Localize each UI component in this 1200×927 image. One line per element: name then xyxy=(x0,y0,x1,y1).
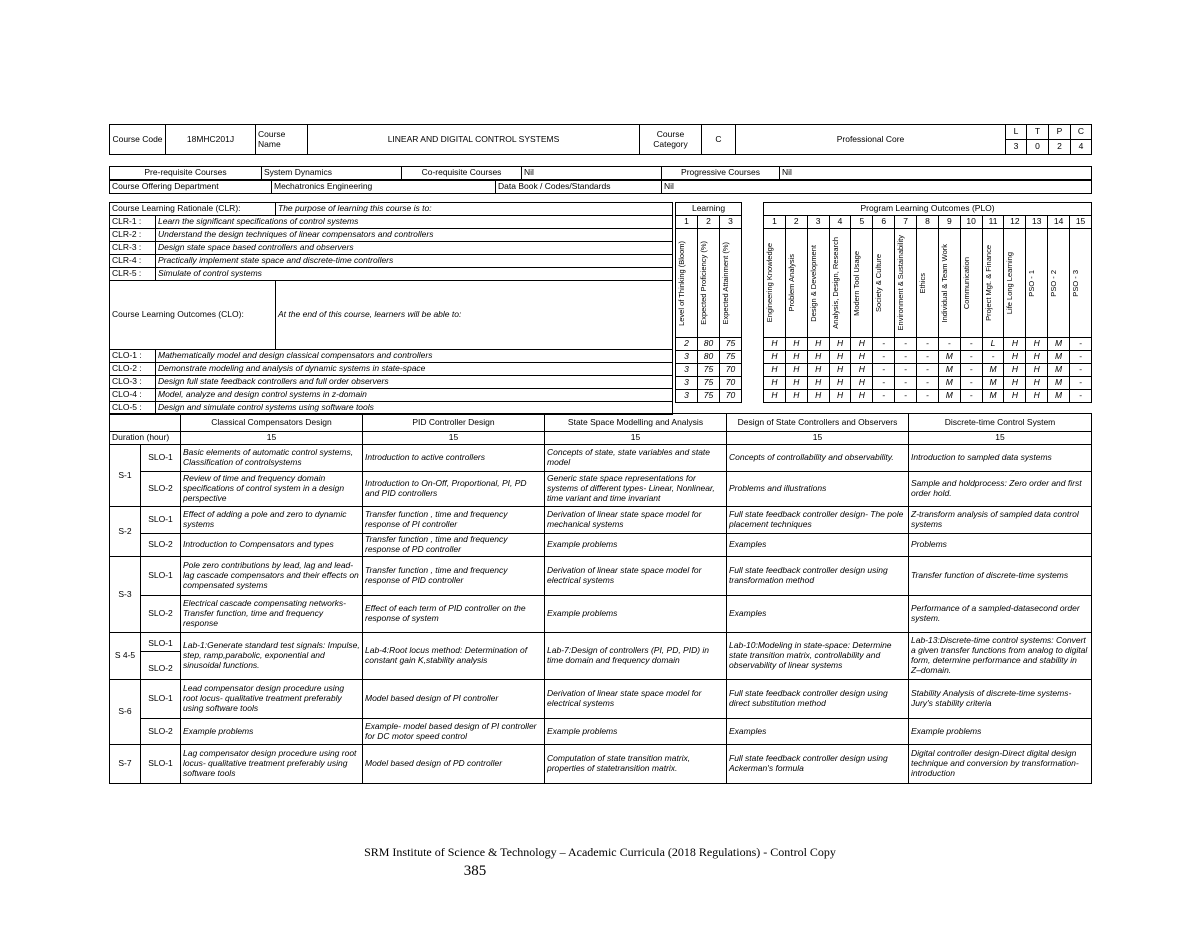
session-number: S-7 xyxy=(110,745,141,784)
plo-heading-text: Environment & Sustainability xyxy=(896,235,906,331)
slo-label: SLO-2 xyxy=(141,596,181,633)
unit-title: PID Controller Design xyxy=(363,414,545,432)
course-code-label: Course Code xyxy=(110,125,166,155)
plo-value: H xyxy=(1004,338,1026,351)
slo-pair xyxy=(141,633,181,680)
learning-value: 75 xyxy=(698,377,720,390)
plo-heading-text: PSO - 1 xyxy=(1027,269,1037,297)
session-topic: Full state feedback controller design using transformation method xyxy=(727,557,909,596)
session-topic: Effect of each term of PID controller on the response of system xyxy=(363,596,545,633)
plo-heading-text: Life Long Learning xyxy=(1005,251,1015,315)
session-topic: Introduction to On-Off, Proportional, PI, PD and PID controllers xyxy=(363,472,545,507)
slo-label: SLO-1 xyxy=(141,639,180,652)
progressive-value: Nil xyxy=(780,167,1092,180)
plo-value: H xyxy=(764,390,786,403)
duration-value: 15 xyxy=(181,432,363,445)
plo-value: M xyxy=(1048,390,1070,403)
plo-number: 1 xyxy=(764,216,786,229)
learning-value: 3 xyxy=(676,364,698,377)
session-topic: Concepts of state, state variables and state model xyxy=(545,445,727,472)
plo-heading xyxy=(1004,229,1026,338)
clr-text: Understand the design techniques of linear compensators and controllers xyxy=(156,229,673,242)
plo-value: H xyxy=(764,377,786,390)
clr-table xyxy=(109,202,673,415)
plo-number: 15 xyxy=(1070,216,1092,229)
plo-value: - xyxy=(960,377,982,390)
plo-heading-text: Analysis, Design, Research xyxy=(830,237,840,329)
learning-value: 75 xyxy=(698,390,720,403)
plo-number: 2 xyxy=(785,216,807,229)
plo-heading xyxy=(1070,229,1092,338)
databook-value: Nil xyxy=(662,181,1092,194)
session-topic: Computation of state transition matrix, properties of statetransition matrix. xyxy=(545,745,727,784)
prereq-value: System Dynamics xyxy=(262,167,402,180)
session-topic: Performance of a sampled-datasecond order system. xyxy=(909,596,1092,633)
clo-text: Design and simulate control systems using software tools xyxy=(156,402,673,415)
plo-value: H xyxy=(785,351,807,364)
session-number: S-2 xyxy=(110,507,141,557)
plo-value: H xyxy=(807,338,829,351)
plo-heading-text: PSO - 3 xyxy=(1071,269,1081,297)
plo-value: - xyxy=(895,338,917,351)
clr-text: Design state space based controllers and observers xyxy=(156,242,673,255)
session-topic: Examples xyxy=(727,596,909,633)
plo-heading xyxy=(873,229,895,338)
session-topic: Model based design of PI controller xyxy=(363,680,545,719)
plo-value: - xyxy=(895,364,917,377)
learning-heading xyxy=(720,229,742,338)
course-category: C xyxy=(702,125,736,155)
plo-value: - xyxy=(1070,338,1092,351)
plo-value: - xyxy=(960,390,982,403)
learning-value: 75 xyxy=(720,351,742,364)
plo-value: H xyxy=(1026,351,1048,364)
plo-value: H xyxy=(829,364,851,377)
plo-value: - xyxy=(917,377,939,390)
plo-heading xyxy=(917,229,939,338)
department-value: Mechatronics Engineering xyxy=(272,181,496,194)
plo-value: H xyxy=(785,377,807,390)
session-corner xyxy=(110,414,181,432)
plo-value: H xyxy=(851,351,873,364)
course-code: 18MHC201J xyxy=(166,125,256,155)
department-table xyxy=(109,180,1092,194)
plo-value: - xyxy=(873,377,895,390)
ltpc-label: P xyxy=(1049,125,1071,140)
plo-heading xyxy=(960,229,982,338)
plo-value: - xyxy=(917,351,939,364)
course-name: LINEAR AND DIGITAL CONTROL SYSTEMS xyxy=(308,125,640,155)
plo-value: - xyxy=(960,364,982,377)
plo-value: - xyxy=(873,351,895,364)
clr-id: CLR-5 : xyxy=(110,268,156,281)
unit-title: Design of State Controllers and Observers xyxy=(727,414,909,432)
plo-heading-text: PSO - 2 xyxy=(1049,269,1059,297)
duration-value: 15 xyxy=(363,432,545,445)
learning-value: 70 xyxy=(720,377,742,390)
plo-heading xyxy=(938,229,960,338)
learning-value: 2 xyxy=(676,338,698,351)
clo-text: Model, analyze and design control systems in z-domain xyxy=(156,389,673,402)
plo-value: H xyxy=(1004,390,1026,403)
clr-id: CLR-3 : xyxy=(110,242,156,255)
ltpc-label: L xyxy=(1006,125,1027,140)
session-topic: Example problems xyxy=(181,719,363,745)
session-topic: Transfer function of discrete-time systems xyxy=(909,557,1092,596)
ltpc-value: 0 xyxy=(1027,140,1049,155)
plo-number: 9 xyxy=(938,216,960,229)
plo-value: H xyxy=(1004,364,1026,377)
session-topic: Transfer function , time and frequency response of PID controller xyxy=(363,557,545,596)
learning-value: 75 xyxy=(720,338,742,351)
plo-heading-text: Society & Culture xyxy=(874,254,884,312)
plo-value: M xyxy=(982,377,1004,390)
slo-label: SLO-2 xyxy=(141,534,181,557)
learning-value: 70 xyxy=(720,390,742,403)
course-header-table xyxy=(109,124,1092,155)
duration-value: 15 xyxy=(909,432,1092,445)
session-topic: Model based design of PD controller xyxy=(363,745,545,784)
plo-value: - xyxy=(895,390,917,403)
learning-value: 70 xyxy=(720,364,742,377)
duration-value: 15 xyxy=(727,432,909,445)
session-number: S 4-5 xyxy=(110,633,141,680)
session-topic: Lead compensator design procedure using root locus- qualitative treatment preferably using software tools xyxy=(181,680,363,719)
session-topic: Examples xyxy=(727,719,909,745)
unit-title: Discrete-time Control System xyxy=(909,414,1092,432)
plo-value: M xyxy=(938,351,960,364)
session-topic: Full state feedback controller design using direct substitution method xyxy=(727,680,909,719)
session-topic: Introduction to sampled data systems xyxy=(909,445,1092,472)
session-topic: Lab-4:Root locus method: Determination of constant gain K,stability analysis xyxy=(363,633,545,680)
plo-title: Program Learning Outcomes (PLO) xyxy=(764,203,1092,216)
learning-number: 3 xyxy=(720,216,742,229)
ltpc-label: C xyxy=(1071,125,1092,140)
clo-label: Course Learning Outcomes (CLO): xyxy=(110,281,276,350)
session-number: S-6 xyxy=(110,680,141,745)
clo-id: CLO-2 : xyxy=(110,363,156,376)
plo-heading xyxy=(851,229,873,338)
session-topic: Lag compensator design procedure using root locus- qualitative treatment preferably using software tools xyxy=(181,745,363,784)
slo-label: SLO-1 xyxy=(141,445,181,472)
session-topic: Transfer function , time and frequency response of PI controller xyxy=(363,507,545,534)
plo-value: M xyxy=(982,364,1004,377)
plo-value: H xyxy=(829,351,851,364)
learning-heading xyxy=(676,229,698,338)
ltpc-label: T xyxy=(1027,125,1049,140)
learning-value: 80 xyxy=(698,338,720,351)
learning-heading-text: Expected Proficiency (%) xyxy=(699,241,708,325)
session-topic: Effect of adding a pole and zero to dynamic systems xyxy=(181,507,363,534)
plo-heading-text: Communication xyxy=(961,256,971,310)
plo-value: M xyxy=(1048,377,1070,390)
plo-number: 10 xyxy=(960,216,982,229)
clo-id: CLO-4 : xyxy=(110,389,156,402)
plo-number: 6 xyxy=(873,216,895,229)
plo-value: H xyxy=(1026,390,1048,403)
plo-value: - xyxy=(1070,390,1092,403)
plo-value: - xyxy=(873,338,895,351)
session-topic: Digital controller design-Direct digital design technique and conversion by transformation-introduction xyxy=(909,745,1092,784)
plo-number: 5 xyxy=(851,216,873,229)
session-topic: Review of time and frequency domain specifications of control system in a design perspective xyxy=(181,472,363,507)
plo-heading xyxy=(785,229,807,338)
learning-value: 3 xyxy=(676,390,698,403)
plo-value: H xyxy=(764,351,786,364)
plo-value: H xyxy=(851,364,873,377)
duration-value: 15 xyxy=(545,432,727,445)
session-topic: Problems and illustrations xyxy=(727,472,909,507)
plo-value: - xyxy=(960,338,982,351)
plo-heading-text: Individual & Team Work xyxy=(939,243,949,323)
plo-number: 13 xyxy=(1026,216,1048,229)
databook-label: Data Book / Codes/Standards xyxy=(496,181,662,194)
session-topic: Generic state space representations for systems of different types- Linear, Nonlinear, time variant and time invariant xyxy=(545,472,727,507)
plo-value: H xyxy=(785,364,807,377)
slo-label: SLO-2 xyxy=(148,662,173,673)
session-topic: Basic elements of automatic control systems, Classification of controlsystems xyxy=(181,445,363,472)
ltpc-value: 4 xyxy=(1071,140,1092,155)
clo-purpose: At the end of this course, learners will be able to: xyxy=(276,281,673,350)
learning-heading-text: Expected Attainment (%) xyxy=(721,241,730,325)
plo-value: H xyxy=(807,364,829,377)
session-topic: Derivation of linear state space model for mechanical systems xyxy=(545,507,727,534)
plo-value: M xyxy=(938,364,960,377)
plo-number: 11 xyxy=(982,216,1004,229)
plo-value: M xyxy=(982,390,1004,403)
plo-value: H xyxy=(1026,338,1048,351)
slo-label: SLO-1 xyxy=(141,680,181,719)
learning-number: 1 xyxy=(676,216,698,229)
plo-heading-text: Ethics xyxy=(918,272,928,294)
session-number: S-3 xyxy=(110,557,141,633)
clr-text: Learn the significant specifications of control systems xyxy=(156,216,673,229)
slo-label: SLO-1 xyxy=(141,507,181,534)
slo-label: SLO-1 xyxy=(141,745,181,784)
learning-heading-text: Level of Thinking (Bloom) xyxy=(677,240,686,326)
plo-value: H xyxy=(1026,377,1048,390)
clo-id: CLO-5 : xyxy=(110,402,156,415)
plo-heading-text: Engineering Knowledge xyxy=(765,243,774,323)
progressive-label: Progressive Courses xyxy=(662,167,780,180)
clo-text: Design full state feedback controllers and full order observers xyxy=(156,376,673,389)
plo-value: H xyxy=(829,390,851,403)
prereq-label: Pre-requisite Courses xyxy=(110,167,262,180)
session-topic: Transfer function , time and frequency response of PD controller xyxy=(363,534,545,557)
clo-id: CLO-3 : xyxy=(110,376,156,389)
learning-value: 3 xyxy=(676,377,698,390)
plo-value: H xyxy=(851,338,873,351)
plo-value: H xyxy=(829,377,851,390)
plo-heading xyxy=(1026,229,1048,338)
plo-number: 8 xyxy=(917,216,939,229)
plo-value: H xyxy=(764,364,786,377)
plo-value: H xyxy=(785,390,807,403)
unit-title: State Space Modelling and Analysis xyxy=(545,414,727,432)
course-name-label: Course Name xyxy=(256,125,308,155)
course-category-label: Course Category xyxy=(640,125,702,155)
plo-value: H xyxy=(807,351,829,364)
session-topic: Introduction to Compensators and types xyxy=(181,534,363,557)
plo-heading xyxy=(829,229,851,338)
plo-value: - xyxy=(917,338,939,351)
slo-label: SLO-2 xyxy=(141,472,181,507)
clr-text: Practically implement state space and discrete-time controllers xyxy=(156,255,673,268)
plo-value: H xyxy=(785,338,807,351)
department-label: Course Offering Department xyxy=(110,181,272,194)
plo-value: H xyxy=(1004,351,1026,364)
plo-value: - xyxy=(873,390,895,403)
plo-number: 3 xyxy=(807,216,829,229)
plo-table xyxy=(763,202,1092,403)
plo-heading-text: Modern Tool Usage xyxy=(852,250,862,316)
session-topic: Example problems xyxy=(545,596,727,633)
plo-value: M xyxy=(1048,351,1070,364)
plo-value: M xyxy=(938,377,960,390)
plo-number: 4 xyxy=(829,216,851,229)
session-topic: Lab-13:Discrete-time control systems: Convert a given transfer functions from analog to digital form, determine performance and stability in Z–domain. xyxy=(909,633,1092,680)
session-topic: Sample and holdprocess: Zero order and first order hold. xyxy=(909,472,1092,507)
session-topic: Pole zero contributions by lead, lag and lead-lag cascade compensators and their effects on compensated systems xyxy=(181,557,363,596)
plo-value: H xyxy=(807,390,829,403)
session-topic: Derivation of linear state space model for electrical systems xyxy=(545,557,727,596)
clo-text: Demonstrate modeling and analysis of dynamic systems in state-space xyxy=(156,363,673,376)
coreq-label: Co-requisite Courses xyxy=(402,167,522,180)
session-topic: Example problems xyxy=(545,534,727,557)
unit-title: Classical Compensators Design xyxy=(181,414,363,432)
session-topic: Lab-10:Modeling in state-space: Determine state transition matrix, controllability and observability of linear systems xyxy=(727,633,909,680)
plo-value: - xyxy=(1070,364,1092,377)
session-topic: Full state feedback controller design- The pole placement techniques xyxy=(727,507,909,534)
plo-heading xyxy=(807,229,829,338)
plo-heading xyxy=(1048,229,1070,338)
page-number: 385 xyxy=(463,863,487,879)
plo-heading-text: Design & Development xyxy=(808,244,818,322)
learning-value: 3 xyxy=(676,351,698,364)
learning-table xyxy=(675,202,742,403)
session-topic: Z-transform analysis of sampled data control systems xyxy=(909,507,1092,534)
session-topic: Stability Analysis of discrete-time systems- Jury's stability criteria xyxy=(909,680,1092,719)
plo-value: M xyxy=(1048,364,1070,377)
course-type: Professional Core xyxy=(736,125,1006,155)
plo-value: - xyxy=(1070,377,1092,390)
session-topic: Full state feedback controller design using Ackerman's formula xyxy=(727,745,909,784)
session-topic: Introduction to active controllers xyxy=(363,445,545,472)
plo-value: H xyxy=(764,338,786,351)
plo-value: - xyxy=(1070,351,1092,364)
clr-text: Simulate of control systems xyxy=(156,268,673,281)
learning-value: 80 xyxy=(698,351,720,364)
plo-value: M xyxy=(1048,338,1070,351)
duration-label: Duration (hour) xyxy=(110,432,181,445)
session-topic: Concepts of controllability and observability. xyxy=(727,445,909,472)
plo-number: 12 xyxy=(1004,216,1026,229)
slo-label: SLO-1 xyxy=(141,557,181,596)
plo-value: - xyxy=(895,377,917,390)
plo-value: H xyxy=(1026,364,1048,377)
plo-number: 14 xyxy=(1048,216,1070,229)
plo-value: H xyxy=(1004,377,1026,390)
plo-value: - xyxy=(917,364,939,377)
session-topic: Lab-1:Generate standard test signals: Impulse, step, ramp,parabolic, exponential and sinusoidal functions. xyxy=(181,633,363,680)
plo-value: H xyxy=(851,390,873,403)
plo-value: M xyxy=(938,390,960,403)
session-topic: Derivation of linear state space model for electrical systems xyxy=(545,680,727,719)
clo-text: Mathematically model and design classical compensators and controllers xyxy=(156,350,673,363)
plo-heading-text: Problem Analysis xyxy=(786,254,796,312)
learning-value: 75 xyxy=(698,364,720,377)
clr-purpose: The purpose of learning this course is to: xyxy=(276,203,673,216)
plo-value: H xyxy=(851,377,873,390)
clr-label: Course Learning Rationale (CLR): xyxy=(110,203,276,216)
plo-value: - xyxy=(982,351,1004,364)
clo-id: CLO-1 : xyxy=(110,350,156,363)
session-topic: Example problems xyxy=(909,719,1092,745)
plo-number: 7 xyxy=(895,216,917,229)
plo-value: - xyxy=(873,364,895,377)
session-number: S-1 xyxy=(110,445,141,507)
prerequisite-table xyxy=(109,166,1092,180)
plo-value: H xyxy=(807,377,829,390)
ltpc-value: 3 xyxy=(1006,140,1027,155)
plo-value: - xyxy=(895,351,917,364)
clr-id: CLR-1 : xyxy=(110,216,156,229)
plo-heading xyxy=(895,229,917,338)
learning-title: Learning xyxy=(676,203,742,216)
plo-heading-text: Project Mgt. & Finance xyxy=(983,245,993,321)
plo-value: L xyxy=(982,338,1004,351)
clr-id: CLR-2 : xyxy=(110,229,156,242)
footer-institute: SRM Institute of Science & Technology – Academic Curricula (2018 Regulations) - Control Copy xyxy=(364,845,836,859)
learning-number: 2 xyxy=(698,216,720,229)
ltpc-value: 2 xyxy=(1049,140,1071,155)
plo-value: - xyxy=(917,390,939,403)
coreq-value: Nil xyxy=(522,167,662,180)
session-topic: Electrical cascade compensating networks- Transfer function, time and frequency response xyxy=(181,596,363,633)
plo-value: - xyxy=(960,351,982,364)
plo-value: - xyxy=(938,338,960,351)
plo-heading xyxy=(982,229,1004,338)
clr-id: CLR-4 : xyxy=(110,255,156,268)
session-topic: Example problems xyxy=(545,719,727,745)
session-table xyxy=(109,413,1092,784)
session-topic: Lab-7:Design of controllers (PI, PD, PID) in time domain and frequency domain xyxy=(545,633,727,680)
session-topic: Problems xyxy=(909,534,1092,557)
learning-heading xyxy=(698,229,720,338)
session-topic: Example- model based design of PI controller for DC motor speed control xyxy=(363,719,545,745)
slo-label: SLO-2 xyxy=(141,719,181,745)
plo-heading xyxy=(764,229,786,338)
session-topic: Examples xyxy=(727,534,909,557)
plo-value: H xyxy=(829,338,851,351)
